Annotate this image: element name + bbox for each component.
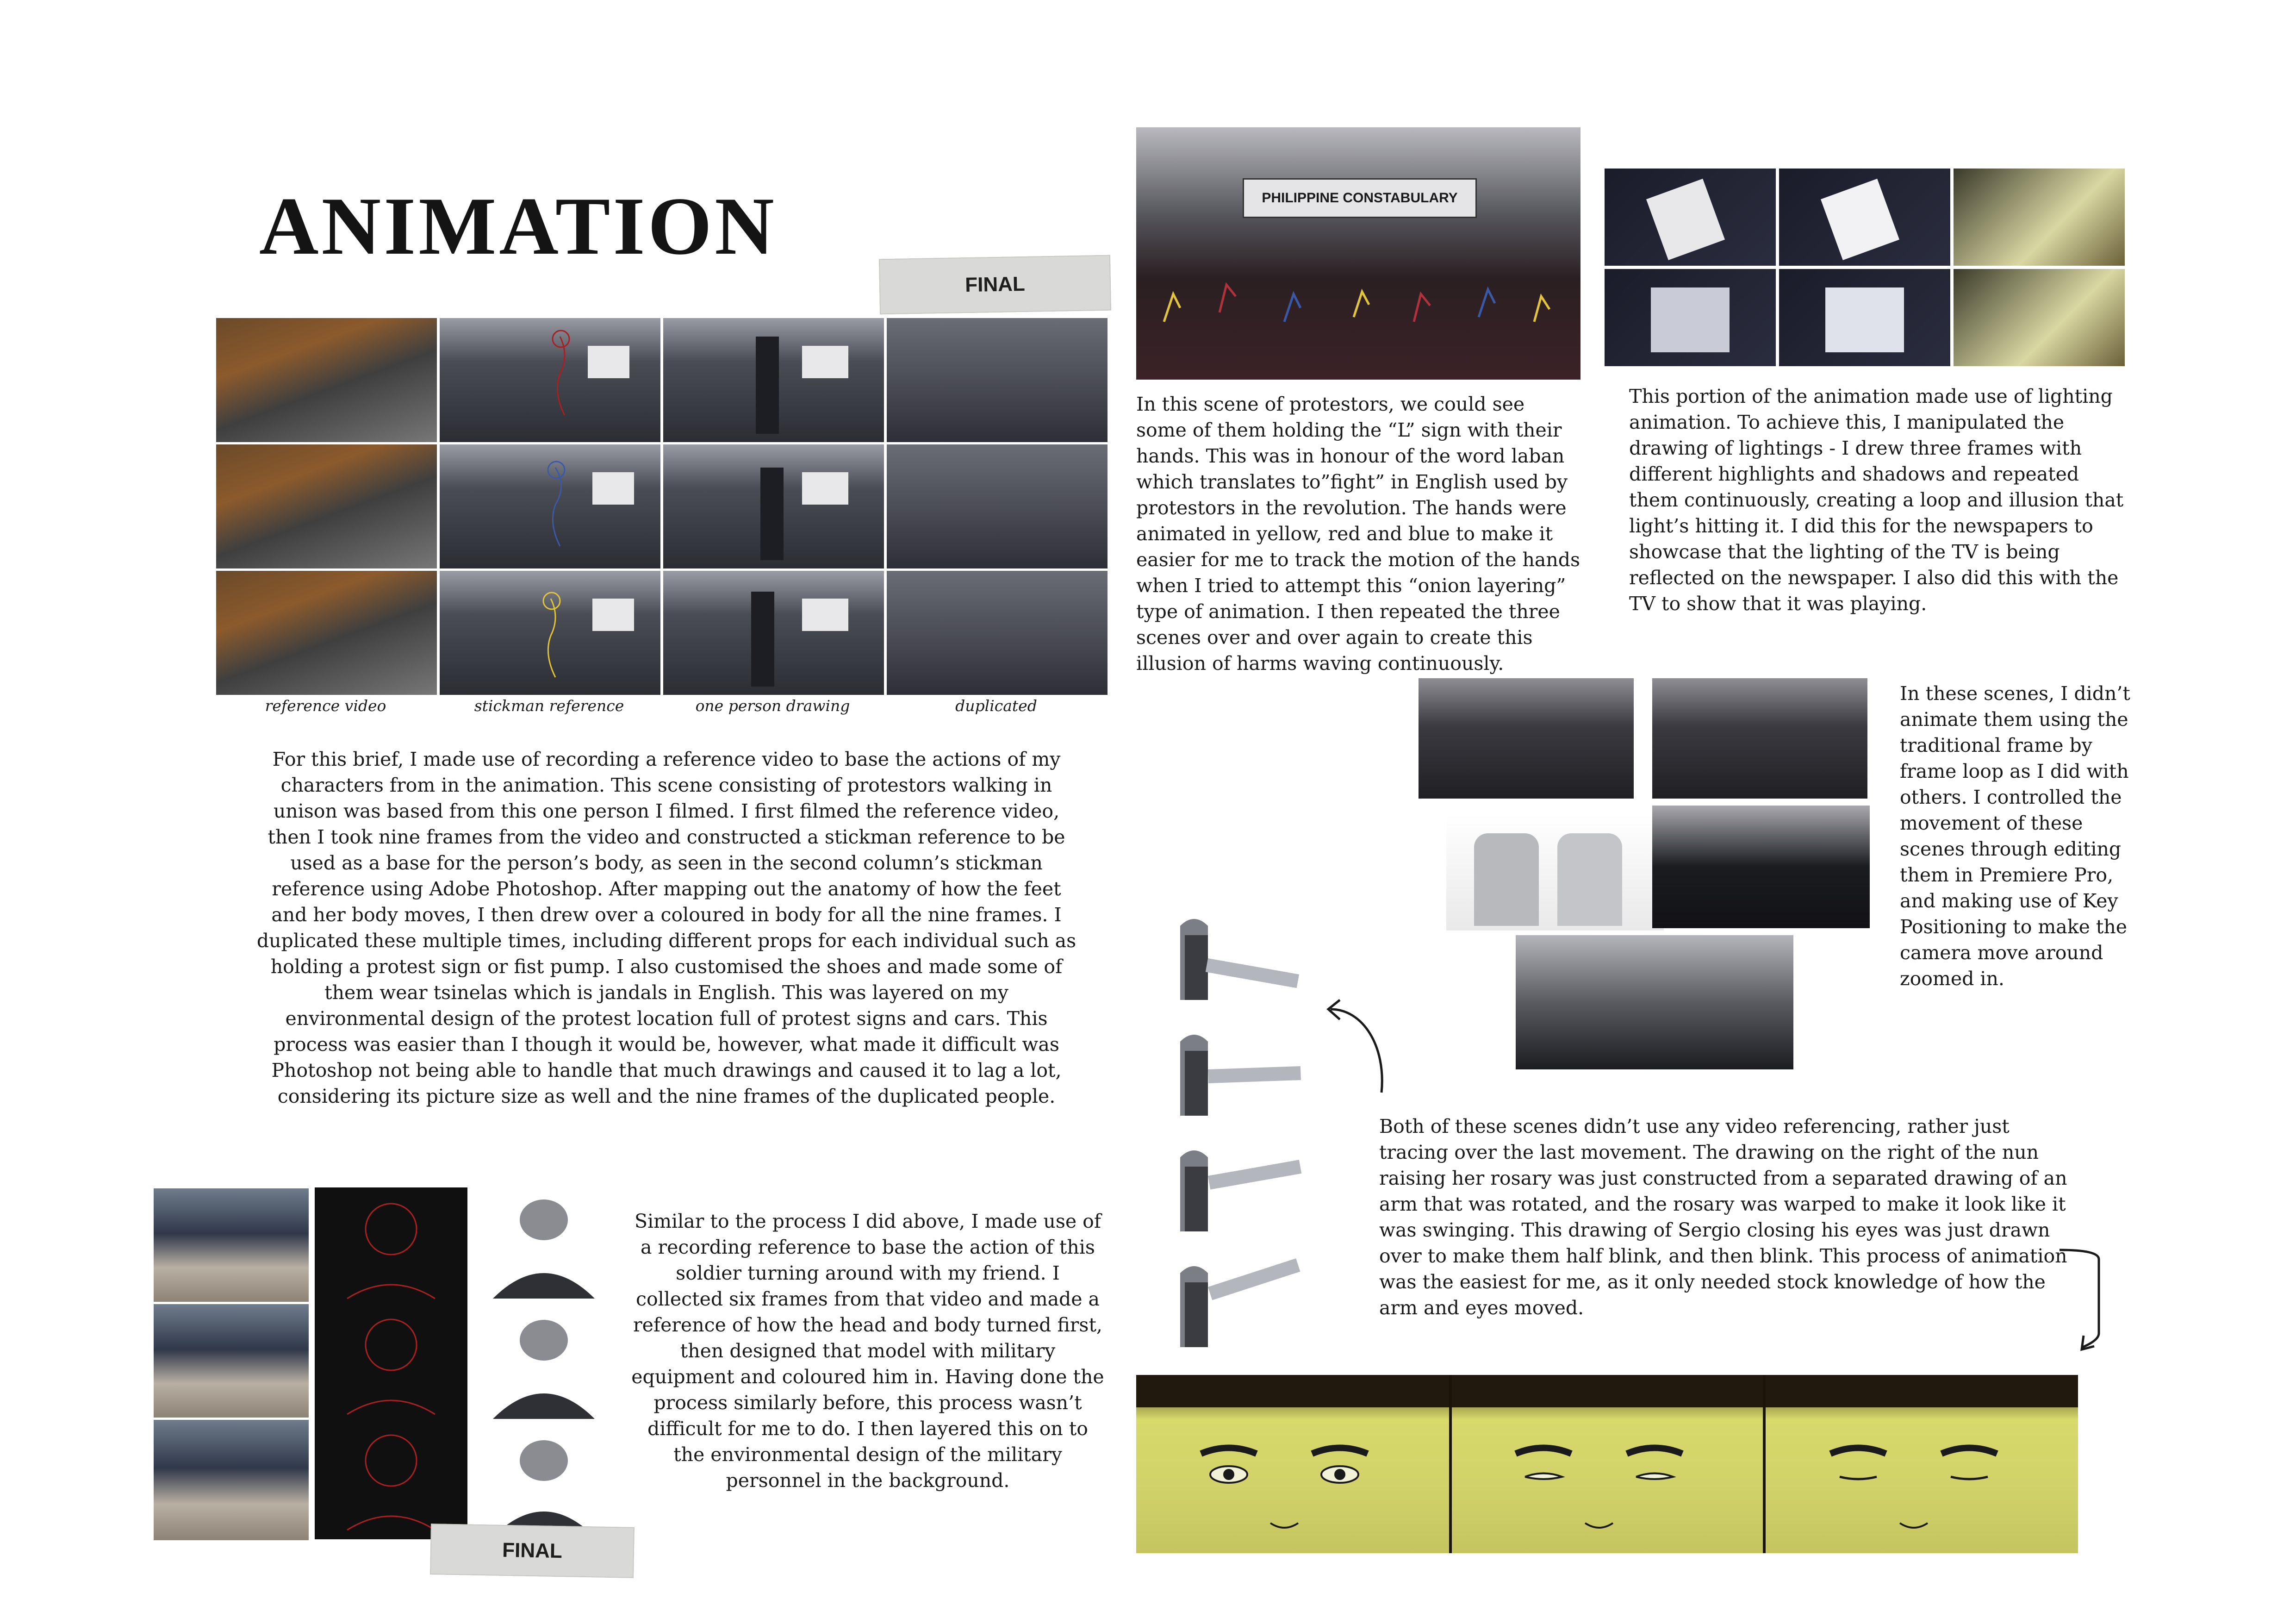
paragraph-protestors-l-sign: In this scene of protestors, we could see some of them holding the “L” sign with their hands. This was in honour of the word laban which translates to”fight” in English used by protestors in the revolution. The hands were animated in yellow, red and blue to make it easier for me to track the motion of the hands when I tried to attempt this “onion layering” type of animation. I then repeated the three scenes over and over again to create this illusion of harms waving continuously.: [1136, 393, 1580, 675]
tv-screen: [1825, 287, 1904, 352]
duplicated-frame: [886, 317, 1108, 443]
sergio-faces: [1136, 1375, 2078, 1553]
soldier-reference-photo: [153, 1187, 310, 1303]
lighting-frame-grid: [1604, 168, 2131, 367]
paragraph-soldier: Similar to the process I did above, I made use of a recording reference to base the action of this soldier turning around with my friend. I collected six frames from that video and made a reference of how the head and body turned first, then designed that model with military equipment and coloured him in. Having done the process similarly before, this process wasn’t difficult for me to do. I then layered this on to the environmental design of the military personnel in the background.: [631, 1210, 1104, 1492]
one-person-frame: [662, 443, 885, 569]
nun-drawings: [1176, 907, 1333, 1361]
soldier-nun-scene: [1446, 815, 1664, 931]
protest-sign: [802, 599, 848, 631]
soldier-sketch-reference: [315, 1187, 467, 1539]
walk-frame-grid: [215, 317, 1108, 694]
constabulary-banner: PHILIPPINE CONSTABULARY: [1243, 178, 1477, 218]
tv-light-frame: [1953, 268, 2126, 367]
one-person-frame: [662, 317, 885, 443]
newspaper-light-frame: [1778, 168, 1951, 267]
paragraph-protest-walk: For this brief, I made use of recording a reference video to base the actions of my characters from in the animation. This scene consisting of protestors walking in unison was based from this one person I filmed. I first filmed the reference video, then I took nine frames from the video and constructed a stickman reference to be used as a base for the person’s body, as seen in the second column’s stickman reference using Adobe Photoshop. After mapping out the anatomy of how the feet and her body moves, I then drew over a coloured in body for all the nine frames. I duplicated these multiple times, including different props for each individual such as holding a protest sign or fist pump. I also customised the shoes and made some of them wear tsinelas which is jandals in English. This was layered on my environmental design of the protest location full of protest signs and cars. This process was easier than I though it would be, however, what made it difficult was Photoshop not being able to handle that much drawings and caused it to lag a lot, considering its picture size as well and the nine frames of the duplicated people.: [256, 748, 1076, 1107]
figure: [760, 468, 784, 560]
newspaper-light-frame: [1953, 168, 2126, 267]
tv-screen: [1651, 287, 1730, 352]
tv-light-frame: [1604, 268, 1777, 367]
figure-left: [1474, 833, 1539, 926]
bracket-arrow-icon: [2055, 1241, 2115, 1356]
figure-right: [1557, 833, 1622, 926]
stickman-sketch: [440, 444, 660, 568]
curved-arrow-icon: [1321, 991, 1395, 1097]
paragraph-lighting: This portion of the animation made use of lighting animation. To achieve this, I manipulated the drawing of lightings - I drew three frames with different highlights and shadows and repeated them continuously, creating a loop and illusion that light’s hitting it. I did this for the newspapers to showcase that the lighting of the TV is being reflected on the newspaper. I also did this with the TV to show that it was playing.: [1629, 385, 2124, 615]
caption-duplicated: duplicated: [955, 697, 1037, 715]
soldier-drawings: [474, 1187, 618, 1539]
caption-reference-video: reference video: [265, 697, 386, 715]
protest-yellow-scene: [1652, 806, 1870, 928]
tv-light-frame: [1778, 268, 1951, 367]
duplicated-frame: [886, 570, 1108, 696]
crowd-scene: [1652, 678, 1867, 799]
protest-l-sign-artwork: [1136, 127, 1580, 380]
premiere-scene-collage: [1419, 678, 1914, 1069]
soldier-reference-photo: [153, 1303, 310, 1418]
stickman-sketch: [440, 318, 660, 442]
reference-video-frame: [215, 570, 438, 696]
stickman-reference-frame: [439, 443, 661, 569]
stickman-reference-frame: [439, 317, 661, 443]
stickman-sketch: [440, 571, 660, 695]
final-tape-bottom: [430, 1524, 635, 1578]
page-title: ANIMATION: [259, 180, 777, 272]
soldier-drawn-frames: [474, 1187, 618, 1539]
reference-video-frame: [215, 317, 438, 443]
newspaper: [1646, 179, 1725, 260]
caption-one-person-drawing: one person drawing: [695, 697, 850, 715]
final-label: FINAL: [964, 272, 1026, 297]
duplicated-frame: [886, 443, 1108, 569]
paragraph-nun-sergio: Both of these scenes didn’t use any video referencing, rather just tracing over the last movement. The drawing on the right of the nun raising her rosary was just constructed from a separated drawing of an arm that was rotated, and the rosary was warped to make it look like it was swinging. This drawing of Sergio closing his eyes was just drawn over to make them half blink, and then blink. This process of animation was the easiest for me, as it only needed stock knowledge of how the arm and eyes moved.: [1379, 1115, 2067, 1319]
newspaper-light-frame: [1604, 168, 1777, 267]
hands-overlay: [1136, 127, 1580, 380]
paragraph-premiere: In these scenes, I didn’t animate them using the traditional frame by frame loop as I did with others. I controlled the movement of these scenes through editing them in Premiere Pro, and making use of Key Positioning to make the camera move around zoomed in.: [1900, 682, 2130, 990]
reference-video-frame: [215, 443, 438, 569]
soldier-reference-photo: [153, 1419, 310, 1541]
caption-stickman-reference: stickman reference: [474, 697, 624, 715]
figure: [751, 592, 774, 687]
final-label: FINAL: [502, 1538, 563, 1563]
protest-sign: [802, 472, 848, 505]
zoomed-soldier-nun-scene: [1516, 935, 1793, 1069]
nun-rosary-sequence: [1176, 907, 1333, 1361]
protest-sign: [802, 346, 848, 378]
stickman-reference-frame: [439, 570, 661, 696]
red-sketch-lines: [315, 1187, 467, 1539]
crowd-scene: [1419, 678, 1634, 799]
sergio-blink-strip: [1136, 1375, 2078, 1553]
newspaper: [1821, 179, 1899, 260]
one-person-frame: [662, 570, 885, 696]
final-tape-top: [879, 255, 1111, 315]
figure: [756, 337, 779, 434]
